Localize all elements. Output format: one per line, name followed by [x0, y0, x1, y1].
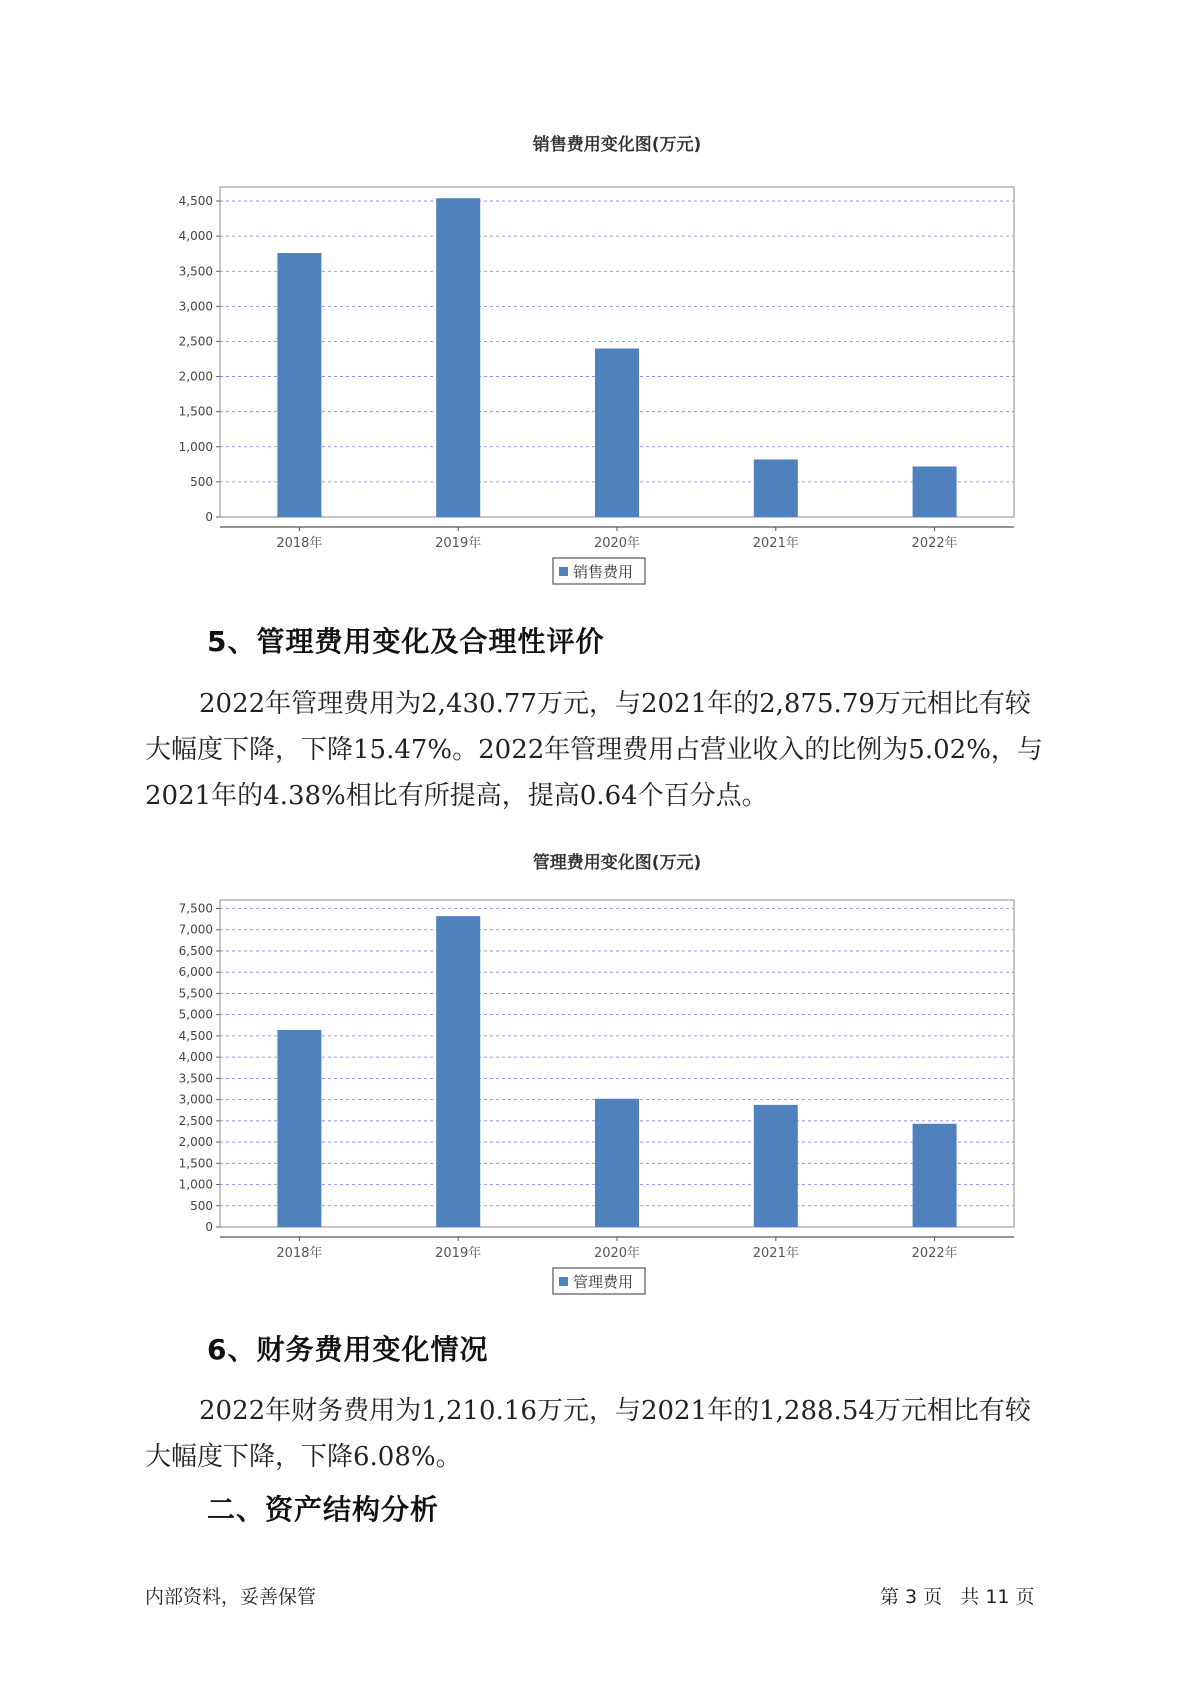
admin-expense-chart-svg	[0, 838, 1191, 1308]
x-tick-label: 2019年	[435, 1246, 482, 1261]
footer-page-number: 第 3 页 共 11 页	[880, 1586, 1035, 1608]
x-tick-label: 2022年	[911, 536, 958, 551]
legend-label: 管理费用	[573, 1273, 634, 1291]
x-tick-label: 2022年	[911, 1246, 958, 1261]
section-5-paragraph: 2022年管理费用为2,430.77万元，与2021年的2,875.79万元相比有较大幅度下降，下降15.47%。2022年管理费用占营业收入的比例为5.02%，与2021年的4.38%相比有所提高，提高0.64个百分点。	[145, 689, 1043, 811]
chart-title: 管理费用变化图(万元)	[532, 853, 702, 873]
y-tick-label: 4,000	[178, 229, 213, 244]
y-tick-label: 2,500	[178, 334, 213, 349]
y-tick-label: 3,500	[178, 1071, 213, 1086]
y-tick-label: 7,000	[178, 922, 213, 937]
y-tick-label: 1,000	[178, 439, 213, 454]
y-tick-label: 6,500	[178, 943, 213, 958]
x-tick-label: 2018年	[276, 1246, 323, 1261]
sales-expense-chart-svg	[0, 120, 1191, 590]
x-tick-label: 2019年	[435, 536, 482, 551]
y-tick-label: 5,500	[178, 986, 213, 1001]
y-tick-label: 3,000	[178, 1092, 213, 1107]
y-tick-label: 2,500	[178, 1113, 213, 1128]
y-tick-label: 0	[205, 1220, 213, 1234]
y-tick-label: 3,000	[178, 299, 213, 314]
legend-swatch	[559, 567, 568, 576]
bar	[754, 1105, 798, 1227]
y-tick-label: 4,000	[178, 1050, 213, 1065]
legend-swatch	[559, 1277, 568, 1286]
bar	[913, 1124, 957, 1227]
y-tick-label: 6,000	[178, 965, 213, 980]
bar	[913, 466, 957, 517]
footer-confidential-note: 内部资料，妥善保管	[145, 1586, 317, 1608]
y-tick-label: 500	[190, 1198, 213, 1213]
x-tick-label: 2020年	[593, 1246, 641, 1261]
y-tick-label: 1,500	[178, 1156, 213, 1171]
bar	[436, 916, 480, 1227]
y-tick-label: 3,500	[178, 264, 213, 279]
bar	[595, 348, 639, 517]
admin-expense-chart	[0, 838, 1191, 1308]
y-tick-label: 4,500	[178, 1028, 213, 1043]
section-6-paragraph: 2022年财务费用为1,210.16万元，与2021年的1,288.54万元相比有较大幅度下降，下降6.08%。	[145, 1396, 1031, 1472]
y-tick-label: 1,000	[178, 1177, 213, 1192]
y-tick-label: 1,500	[178, 404, 213, 419]
bar	[277, 1030, 321, 1227]
bar	[754, 459, 798, 517]
legend-label: 销售费用	[573, 563, 634, 581]
bar	[436, 198, 480, 517]
sales-expense-chart	[0, 120, 1191, 590]
x-tick-label: 2021年	[752, 536, 799, 551]
section-5-heading: 5、管理费用变化及合理性评价	[207, 625, 605, 658]
part-2-heading: 二、资产结构分析	[207, 1493, 440, 1526]
bar	[595, 1099, 639, 1227]
bar	[277, 253, 321, 517]
y-tick-label: 0	[205, 510, 213, 524]
x-tick-label: 2021年	[752, 1246, 799, 1261]
section-6-heading: 6、财务费用变化情况	[207, 1333, 489, 1366]
y-tick-label: 7,500	[178, 901, 213, 916]
x-tick-label: 2018年	[276, 536, 323, 551]
x-tick-label: 2020年	[593, 536, 641, 551]
y-tick-label: 2,000	[178, 1135, 213, 1150]
y-tick-label: 5,000	[178, 1007, 213, 1022]
y-tick-label: 500	[190, 474, 213, 489]
y-tick-label: 2,000	[178, 369, 213, 384]
y-tick-label: 4,500	[178, 194, 213, 209]
chart-title: 销售费用变化图(万元)	[532, 135, 702, 155]
